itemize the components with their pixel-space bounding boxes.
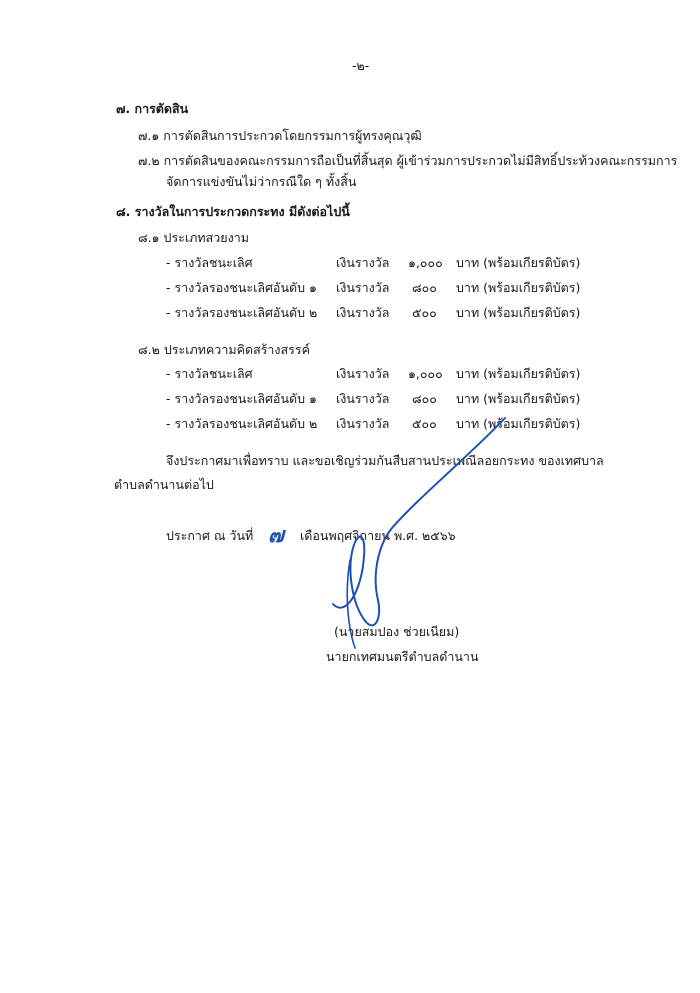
prize-note: บาท (พร้อมเกียรติบัตร): [456, 391, 581, 406]
prize-note: บาท (พร้อมเกียรติบัตร): [456, 366, 581, 381]
prize-label: เงินรางวัล: [336, 280, 390, 295]
prize-label: เงินรางวัล: [336, 391, 390, 406]
prize-label: เงินรางวัล: [336, 366, 390, 381]
prize-label: เงินรางวัล: [336, 416, 390, 431]
announcement-line-1: จึงประกาศมาเพื่อทราบ และขอเชิญร่วมกันสืบสานประเพณีลอยกระทง ของเทศบาล: [166, 453, 604, 468]
signatory-name: (นายสมปอง ช่วยเนียม): [334, 624, 460, 639]
prize-amount: ๘๐๐: [412, 280, 437, 295]
prize-note: บาท (พร้อมเกียรติบัตร): [456, 255, 581, 270]
announcement-line-2: ตำบลดำนานต่อไป: [114, 477, 214, 492]
category-title: ๘.๒ ประเภทความคิดสร้างสรรค์: [138, 342, 310, 357]
prize-note: บาท (พร้อมเกียรติบัตร): [456, 305, 581, 320]
prize-amount: ๑,๐๐๐: [408, 366, 443, 381]
date-prefix: ประกาศ ณ วันที่: [166, 528, 254, 543]
prize-name: - รางวัลรองชนะเลิศอันดับ ๒: [166, 305, 318, 320]
section-7-heading: ๗. การตัดสิน: [116, 101, 189, 116]
prize-label: เงินรางวัล: [336, 255, 390, 270]
prize-name: - รางวัลชนะเลิศ: [166, 366, 253, 381]
prize-note: บาท (พร้อมเกียรติบัตร): [456, 416, 581, 431]
prize-name: - รางวัลรองชนะเลิศอันดับ ๑: [166, 391, 317, 406]
section-7-item-2-line-1: ๗.๒ การตัดสินของคณะกรรมการถือเป็นที่สิ้นสุด ผู้เข้าร่วมการประกวดไม่มีสิทธิ์ประท้วงคณะกรรมการ: [138, 153, 678, 168]
category-title: ๘.๑ ประเภทสวยงาม: [138, 230, 249, 245]
page-number: -๒-: [352, 58, 370, 73]
signatory-position: นายกเทศมนตรีตำบลดำนาน: [326, 649, 479, 664]
section-7-item-2-line-2: จัดการแข่งขันไม่ว่ากรณีใด ๆ ทั้งสิ้น: [166, 174, 357, 189]
section-7-item-1: ๗.๑ การตัดสินการประกวดโดยกรรมการผู้ทรงคุณวุฒิ: [138, 128, 422, 143]
prize-note: บาท (พร้อมเกียรติบัตร): [456, 280, 581, 295]
prize-name: - รางวัลรองชนะเลิศอันดับ ๑: [166, 280, 317, 295]
section-8-heading: ๘. รางวัลในการประกวดกระทง มีดังต่อไปนี้: [116, 204, 350, 219]
prize-name: - รางวัลชนะเลิศ: [166, 255, 253, 270]
date-suffix: เดือนพฤศจิกายน พ.ศ. ๒๕๖๖: [300, 528, 456, 543]
prize-label: เงินรางวัล: [336, 305, 390, 320]
prize-name: - รางวัลรองชนะเลิศอันดับ ๒: [166, 416, 318, 431]
prize-amount: ๘๐๐: [412, 391, 437, 406]
prize-amount: ๕๐๐: [412, 305, 437, 320]
prize-amount: ๕๐๐: [412, 416, 437, 431]
prize-amount: ๑,๐๐๐: [408, 255, 443, 270]
handwritten-day: ๗: [268, 523, 284, 547]
